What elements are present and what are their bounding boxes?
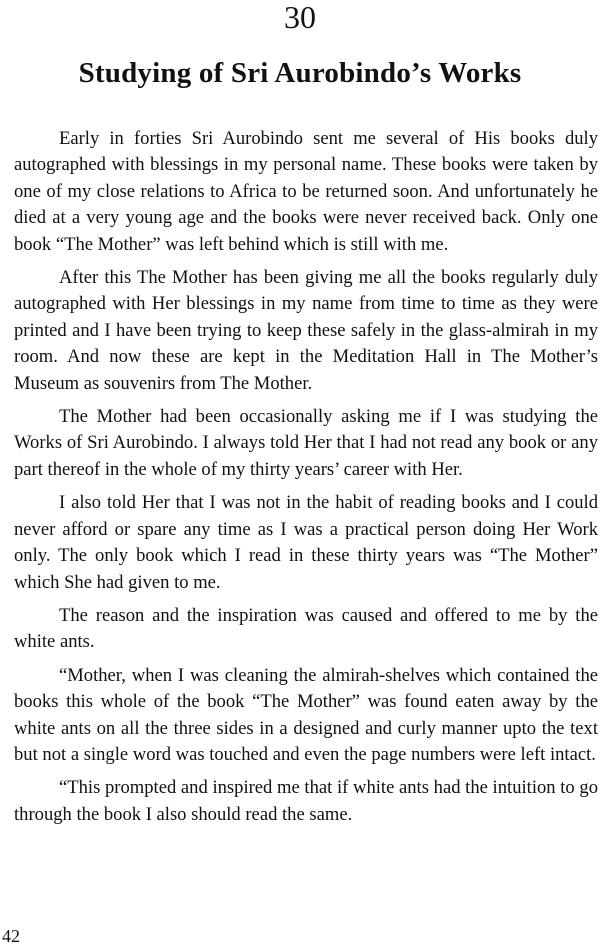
paragraph: I also told Her that I was not in the habit of reading books and I could never afford or spare any time as I was a practical person doing Her Work only. The only book which I read in these thirty years was “The Mother” which She had given to me. [14,492,598,593]
paragraph: “Mother, when I was cleaning the almirah-shelves which contained the books this whole of the book “The Mother” was found eaten away by the white ants on all the three sides in a designed and curly manner upto the text but not a single word was touched and even the page numbers were left intact. [14,664,598,765]
paragraph: Early in forties Sri Aurobindo sent me several of His books duly autographed with blessings in my personal name. These books were taken by one of my close relations to Africa to be returned soon. And unfortunately he died at a very young age and the books were never received back. Only one book “The Mother” was left behind which is still with me. [14,128,598,255]
paragraph: “This prompted and inspired me that if white ants had the intuition to go through the book I also should read the same. [14,777,598,825]
paragraph: After this The Mother has been giving me all the books regularly duly autographed with Her blessings in my name from time to time as they were printed and I have been trying to keep these safely in the glass-almirah in my room. And now these are kept in the Meditation Hall in The Mother’s Museum as souvenirs from The Mother. [14,267,598,394]
paragraph: The Mother had been occasionally asking me if I was studying the Works of Sri Aurobindo. I always told Her that I had not read any book or any part thereof in the whole of my thirty years’ career with Her. [14,406,598,480]
paragraph: The reason and the inspiration was caused and offered to me by the white ants. [14,604,598,653]
body-text [14,126,598,835]
chapter-title: Studying of Sri Aurobindo’s Works [78,57,522,89]
chapter-number: 30 [284,0,316,35]
page-number: 42 [2,926,20,946]
